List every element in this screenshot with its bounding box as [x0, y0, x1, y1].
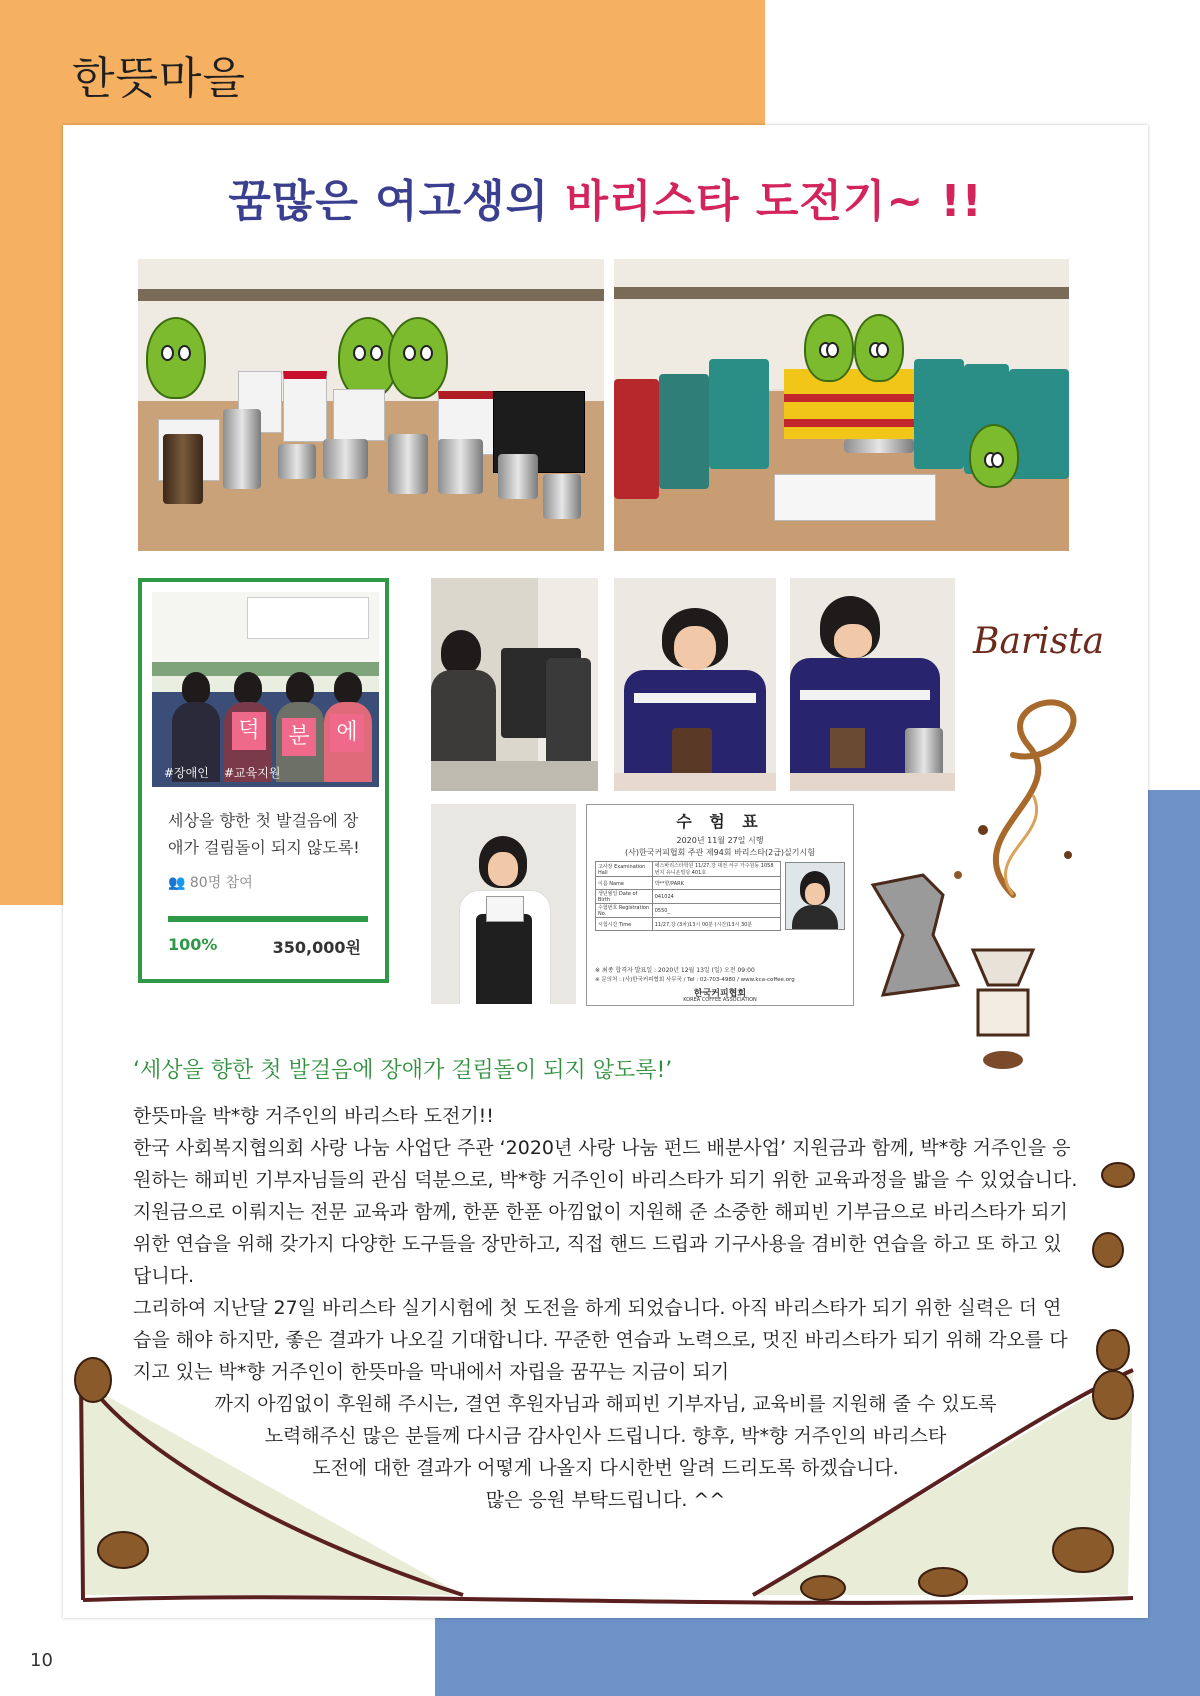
photo-grinding-beans — [614, 578, 776, 791]
donation-photo — [152, 592, 379, 787]
body-line: 까지 아낌없이 후원해 주시는, 결연 후원자님과 해피빈 기부자님, 교육비를 지원해 줄 수 있도록 — [214, 1393, 997, 1415]
page-number: 10 — [30, 1650, 53, 1671]
sign-letter-3: 에 — [330, 714, 364, 752]
ticket-label: 생년월일 Date of Birth — [596, 890, 653, 904]
barista-label: Barista — [973, 621, 1105, 662]
ticket-org-name-en: KOREA COFFEE ASSOCIATION — [683, 997, 757, 1003]
left-frame-edge — [81, 1375, 83, 1600]
tag-disabled: #장애인 — [164, 766, 209, 780]
coffee-bean — [1097, 1330, 1129, 1370]
ticket-label: 이름 Name — [596, 877, 653, 890]
headline-part-2: 바리스타 도전기~ !! — [565, 176, 983, 227]
dripper — [973, 950, 1033, 985]
coffee-bean — [1102, 1163, 1134, 1187]
newsletter-card — [63, 125, 1148, 1618]
body-line: 한뜻마을 박*향 거주인의 바리스타 도전기!! — [133, 1105, 494, 1127]
coffee-illustration — [863, 685, 1143, 1105]
side-coffee-beans — [1083, 1155, 1143, 1395]
bean-dot — [954, 871, 962, 879]
body-paragraph: 그리하여 지난달 27일 바리스타 실기시험에 첫 도전을 하게 되었습니다. 아직 바리스타가 되기 위한 실력은 더 연습을 해야 하지만, 좋은 결과가 나오길 기대합니다. 꾸준한 연습과 노력으로, 멋진 바리스타가 되기 위해 각오를 다지고 있는 박*향 거주인이 한뜻마을 막내에서 자립을 꿈꾸는 지금이 되기 — [133, 1297, 1068, 1383]
photo-coffee-beans — [614, 259, 1069, 551]
quote-line: ‘세상을 향한 첫 발걸음에 장애가 걸림돌이 되지 않도록!’ — [133, 1058, 673, 1083]
coffee-bean — [75, 1358, 111, 1402]
coffee-bean — [801, 1576, 845, 1600]
decorative-bean-frame — [63, 1350, 1148, 1618]
body-line: 노력해주신 많은 분들께 다시금 감사인사 드립니다. 향후, 박*향 거주인의 바리스타 — [264, 1425, 947, 1447]
moka-pot — [873, 875, 958, 995]
ticket-org-line: (사)한국커피협회 주관 제94회 바리스타(2급)실기시험 — [625, 848, 815, 857]
coffee-bean — [98, 1532, 148, 1568]
exam-ticket — [586, 804, 854, 1006]
photo-exam-ticket-holder — [431, 804, 576, 1004]
participants-count — [168, 872, 253, 892]
ticket-label: 시험시간 Time — [596, 918, 653, 931]
bean-dot — [1064, 851, 1072, 859]
donation-amount: 350,000원 — [272, 938, 361, 957]
headline — [63, 165, 1148, 229]
ticket-value: 041024 — [652, 890, 780, 904]
ticket-value: 0550_ — [652, 904, 780, 918]
ticket-value: 박**향/PARK — [652, 877, 780, 890]
ticket-title: 수 험 표 — [676, 812, 764, 831]
body-line: 많은 응원 부탁드립니다. ^^ — [485, 1489, 726, 1511]
progress-bar — [168, 916, 368, 922]
ticket-photo — [785, 862, 845, 930]
donation-card — [138, 578, 389, 983]
ticket-note-2: ※ 문의처 : (사)한국커피협회 사무국 / Tel : 02-703-4980 / www.kca-coffee.org — [595, 977, 795, 983]
coffee-bean — [919, 1568, 967, 1596]
bean-dot — [978, 825, 988, 835]
body-paragraph: 한국 사회복지협의회 사랑 나눔 사업단 주관 ‘2020년 사랑 나눔 펀드 배분사업’ 지원금과 함께, 박*향 거주인을 응원하는 해피빈 기부자님들의 관심 덕분으로, 박*향 거주인이 바리스타가 되기 위한 교육과정을 밟을 수 있었습니다. 지원금으로 이뤄지는 전문 교육과 함께, 한푼 한푼 아낌없이 지원해 준 소중한 해피빈 기부금으로 바리스타가 되기 위한 연습을 위해 갖가지 다양한 도구들을 장만하고, 직접 핸드 드립과 기구사용을 겸비한 연습을 하고 또 하고 있답니다. — [133, 1137, 1078, 1287]
progress-percent: 100% — [168, 935, 218, 954]
ticket-date: 2020년 11월 27일 시행 — [676, 836, 764, 845]
ticket-note-1: ※ 최종 합격자 발표일 : 2020년 12월 13일 (일) 오전 09:00 — [595, 967, 755, 974]
coffee-bean — [1053, 1528, 1113, 1572]
ticket-label: 고사장 Examination Hall — [596, 862, 653, 877]
sign-letter-2: 분 — [282, 718, 316, 756]
tag-education: #교육지원 — [224, 766, 281, 780]
coffee-bean — [983, 1051, 1023, 1069]
ticket-label: 수험번호 Registration No. — [596, 904, 653, 918]
ticket-value: 11/27,강 (3차)13시 00분 (시간)13시 30분 — [652, 918, 780, 931]
ticket-org-name: 한국커피협회 — [693, 989, 747, 999]
photo-barista-tools — [138, 259, 604, 551]
donation-title: 세상을 향한 첫 발걸음에 장애가 걸림돌이 되지 않도록! — [168, 811, 360, 857]
participants-text: 80명 참여 — [189, 875, 253, 891]
coffee-bean — [1093, 1233, 1123, 1267]
bottom-frame-line — [83, 1597, 1133, 1603]
body-line: 도전에 대한 결과가 어떻게 나올지 다시한번 알려 드리도록 하겠습니다. — [312, 1457, 899, 1479]
headline-part-1: 꿈많은 여고생의 — [228, 176, 566, 227]
mug — [978, 990, 1028, 1035]
photo-espresso-machine — [431, 578, 598, 791]
ticket-value: 에스바리스타학원 11/27,강 대전 서구 가수원동 1058번지 유니온빌딩 401호 — [652, 862, 780, 877]
people-icon: 👥 — [168, 875, 190, 891]
ticket-table — [595, 861, 781, 931]
section-title: 한뜻마을 — [72, 53, 247, 104]
sign-letter-1: 덕 — [232, 712, 266, 750]
